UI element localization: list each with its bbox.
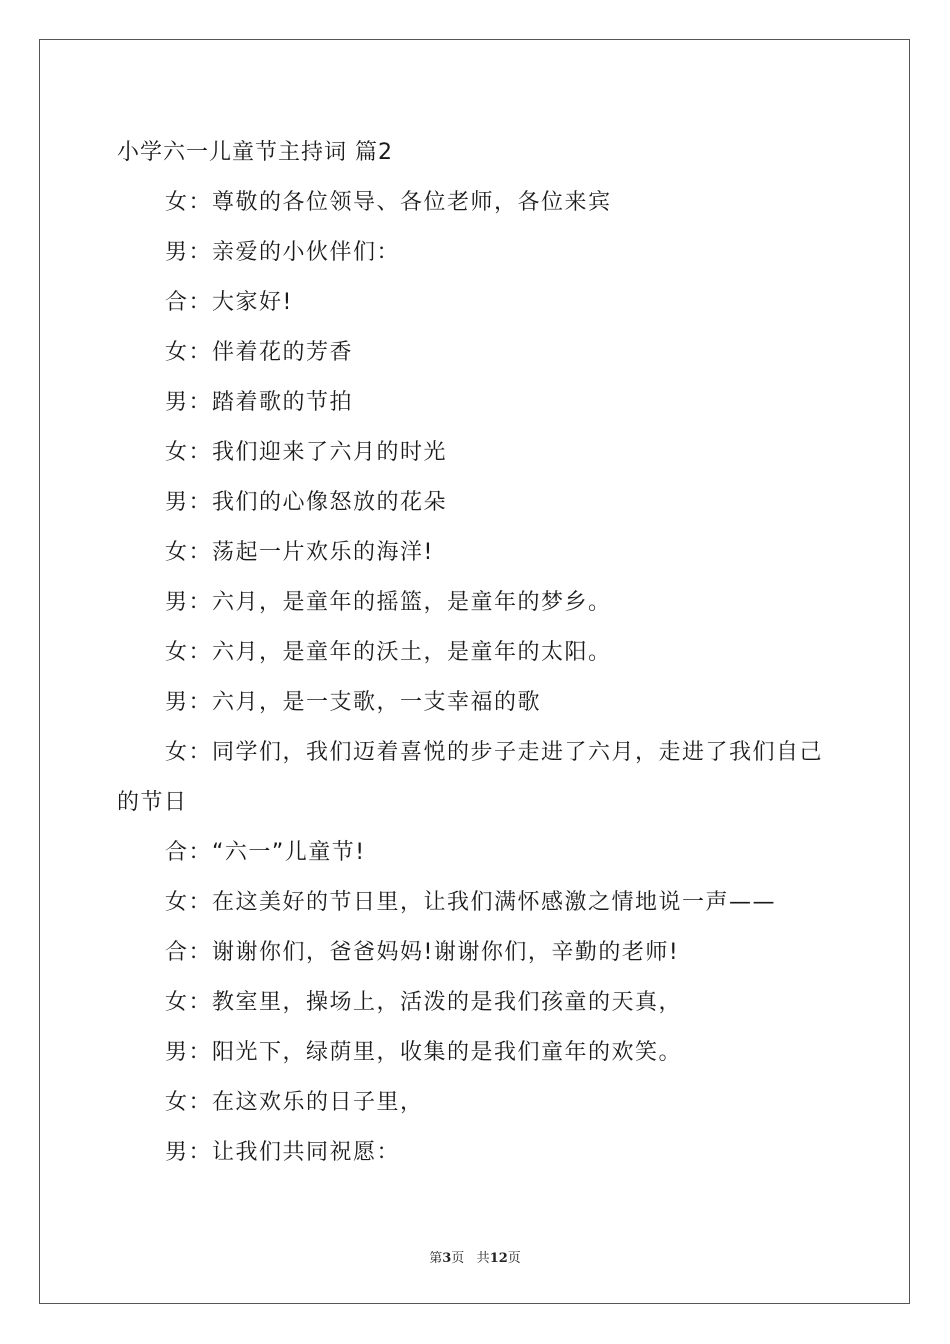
page-footer	[0, 1247, 950, 1266]
page-prefix: 第	[429, 1251, 443, 1266]
total-suffix: 页	[507, 1251, 521, 1266]
dialogue-line: 女：我们迎来了六月的时光	[165, 440, 448, 465]
dialogue-line: 女：伴着花的芳香	[165, 340, 354, 365]
document-body	[117, 128, 837, 1178]
document-title: 小学六一儿童节主持词 篇2	[117, 140, 393, 165]
dialogue-line: 合：“六一”儿童节!	[165, 840, 366, 865]
dialogue-line: 男：亲爱的小伙伴们：	[165, 240, 401, 265]
dialogue-line: 男：阳光下，绿荫里，收集的是我们童年的欢笑。	[165, 1040, 683, 1065]
page-number: 3	[442, 1251, 452, 1266]
dialogue-line: 女：尊敬的各位领导、各位老师，各位来宾	[165, 190, 612, 215]
total-pages-label	[477, 1251, 521, 1266]
total-number: 12	[489, 1251, 508, 1266]
dialogue-line: 女：同学们，我们迈着喜悦的步子走进了六月，走进了我们自己的节日	[117, 740, 824, 815]
page-suffix: 页	[451, 1251, 465, 1266]
dialogue-line: 女：教室里，操场上，活泼的是我们孩童的天真，	[165, 990, 683, 1015]
dialogue-line: 女：六月，是童年的沃土，是童年的太阳。	[165, 640, 612, 665]
dialogue-line: 男：踏着歌的节拍	[165, 390, 354, 415]
dialogue-line: 合：大家好!	[165, 290, 293, 315]
page-number-label	[429, 1251, 464, 1266]
dialogue-line: 男：让我们共同祝愿：	[165, 1140, 401, 1165]
dialogue-line: 女：在这美好的节日里，让我们满怀感激之情地说一声——	[165, 890, 777, 915]
dialogue-line: 女：荡起一片欢乐的海洋!	[165, 540, 434, 565]
line-list	[117, 178, 837, 1178]
total-prefix: 共	[476, 1251, 490, 1266]
dialogue-line: 女：在这欢乐的日子里，	[165, 1090, 424, 1115]
dialogue-line: 男：我们的心像怒放的花朵	[165, 490, 448, 515]
dialogue-line: 男：六月，是一支歌，一支幸福的歌	[165, 690, 542, 715]
dialogue-line: 合：谢谢你们，爸爸妈妈!谢谢你们，辛勤的老师!	[165, 940, 680, 965]
dialogue-line: 男：六月，是童年的摇篮，是童年的梦乡。	[165, 590, 612, 615]
